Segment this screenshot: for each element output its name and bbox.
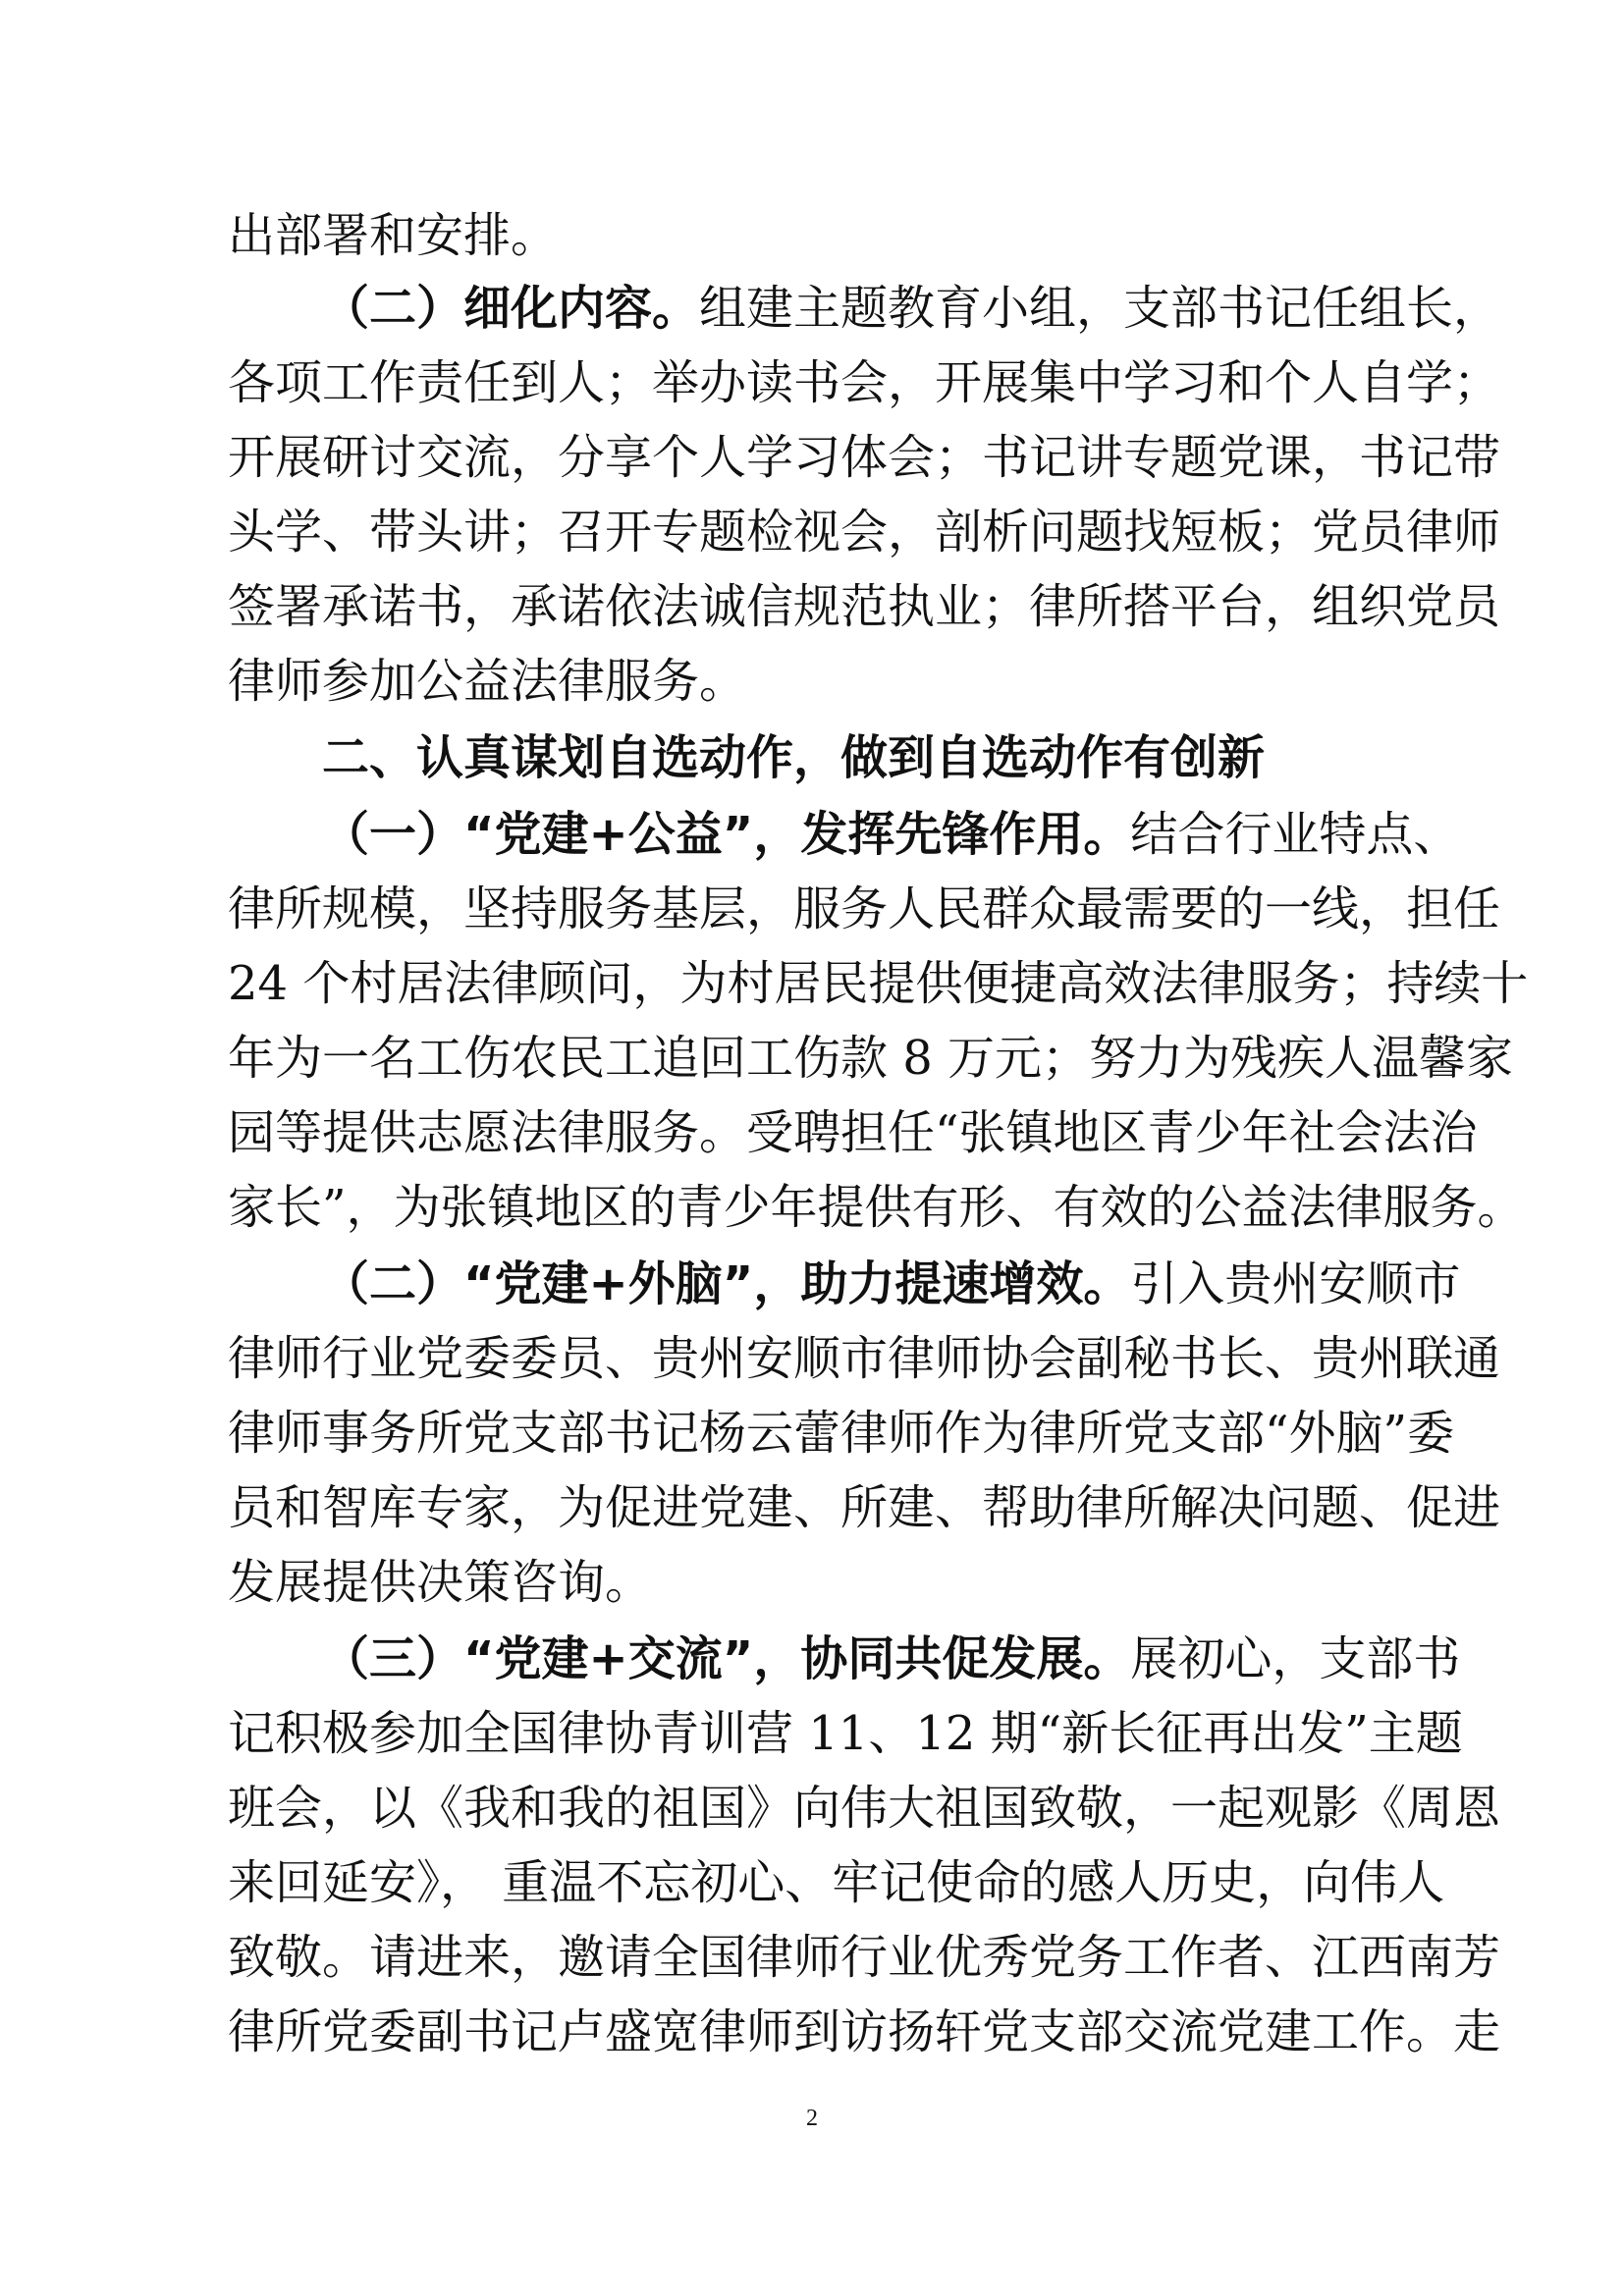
text-run: 来回延安》， 重温不忘初心、牢记使命的感人历史，向伟人 bbox=[228, 1855, 1445, 1910]
text-run: 发展提供决策咨询。 bbox=[228, 1555, 653, 1610]
text-line bbox=[228, 418, 1501, 497]
text-line bbox=[228, 944, 1529, 1023]
text-run: 组建主题教育小组，支部书记任组长， bbox=[699, 281, 1501, 336]
text-run: 园等提供志愿法律服务。受聘担任“张镇地区青少年社会法治 bbox=[228, 1105, 1478, 1160]
text-line bbox=[228, 1168, 1525, 1247]
text-run: 律师参加公益法律服务。 bbox=[228, 654, 747, 709]
text-line bbox=[228, 1543, 652, 1622]
text-line bbox=[322, 795, 1461, 874]
text-run: 展初心，支部书 bbox=[1130, 1631, 1461, 1686]
text-run: 结合行业特点、 bbox=[1130, 807, 1461, 862]
text-line bbox=[228, 1694, 1463, 1773]
bold-heading-run: 二、认真谋划自选动作，做到自选动作有创新 bbox=[322, 730, 1266, 785]
text-line bbox=[228, 1094, 1478, 1172]
text-run: 24 个村居法律顾问，为村居民提供便捷高效法律服务；持续十 bbox=[228, 956, 1529, 1011]
text-line bbox=[228, 1468, 1501, 1547]
text-line bbox=[228, 1319, 1501, 1398]
text-line bbox=[228, 1394, 1455, 1472]
text-line bbox=[228, 1843, 1445, 1922]
bold-heading-run: （二）细化内容。 bbox=[322, 281, 700, 336]
bold-heading-run: （三）“党建+交流”，协同共促发展。 bbox=[322, 1631, 1131, 1686]
text-run: 出部署和安排。 bbox=[228, 208, 559, 263]
text-line bbox=[228, 1918, 1501, 1997]
text-run: 律所党委副书记卢盛宽律师到访扬轩党支部交流党建工作。走 bbox=[228, 2004, 1501, 2059]
text-run: 记积极参加全国律协青训营 11、12 期“新长征再出发”主题 bbox=[228, 1706, 1463, 1761]
text-line bbox=[228, 1019, 1514, 1097]
text-run: 员和智库专家，为促进党建、所建、帮助律所解决问题、促进 bbox=[228, 1480, 1501, 1535]
text-line bbox=[228, 1769, 1501, 1847]
text-line bbox=[322, 719, 1265, 797]
text-run: 各项工作责任到人；举办读书会，开展集中学习和个人自学； bbox=[228, 355, 1501, 410]
text-run: 年为一名工伤农民工追回工伤款 8 万元；努力为残疾人温馨家 bbox=[228, 1031, 1514, 1086]
text-run: 律师行业党委委员、贵州安顺市律师协会副秘书长、贵州联通 bbox=[228, 1331, 1501, 1386]
text-line bbox=[228, 1993, 1501, 2071]
bold-heading-run: （一）“党建+公益”，发挥先锋作用。 bbox=[322, 807, 1131, 862]
text-line bbox=[228, 493, 1501, 571]
text-line bbox=[322, 1245, 1461, 1323]
text-line bbox=[322, 1620, 1461, 1698]
text-run: 开展研讨交流，分享个人学习体会；书记讲专题党课，书记带 bbox=[228, 430, 1501, 485]
text-run: 致敬。请进来，邀请全国律师行业优秀党务工作者、江西南芳 bbox=[228, 1930, 1501, 1985]
text-run: 头学、带头讲；召开专题检视会，剖析问题找短板；党员律师 bbox=[228, 505, 1501, 560]
text-run: 班会，以《我和我的祖国》向伟大祖国致敬，一起观影《周恩 bbox=[228, 1781, 1501, 1836]
text-run: 引入贵州安顺市 bbox=[1130, 1256, 1461, 1311]
text-line bbox=[228, 642, 746, 721]
text-line bbox=[322, 269, 1501, 347]
page-number: 2 bbox=[806, 2106, 818, 2131]
text-run: 家长”，为张镇地区的青少年提供有形、有效的公益法律服务。 bbox=[228, 1180, 1525, 1235]
text-run: 律所规模，坚持服务基层，服务人民群众最需要的一线，担任 bbox=[228, 881, 1501, 936]
text-line bbox=[228, 567, 1501, 646]
text-run: 签署承诺书，承诺依法诚信规范执业；律所搭平台，组织党员 bbox=[228, 579, 1501, 634]
text-line bbox=[228, 344, 1501, 422]
text-line bbox=[228, 196, 558, 275]
bold-heading-run: （二）“党建+外脑”，助力提速增效。 bbox=[322, 1256, 1131, 1311]
text-run: 律师事务所党支部书记杨云蕾律师作为律所党支部“外脑”委 bbox=[228, 1406, 1455, 1461]
text-line bbox=[228, 870, 1501, 948]
